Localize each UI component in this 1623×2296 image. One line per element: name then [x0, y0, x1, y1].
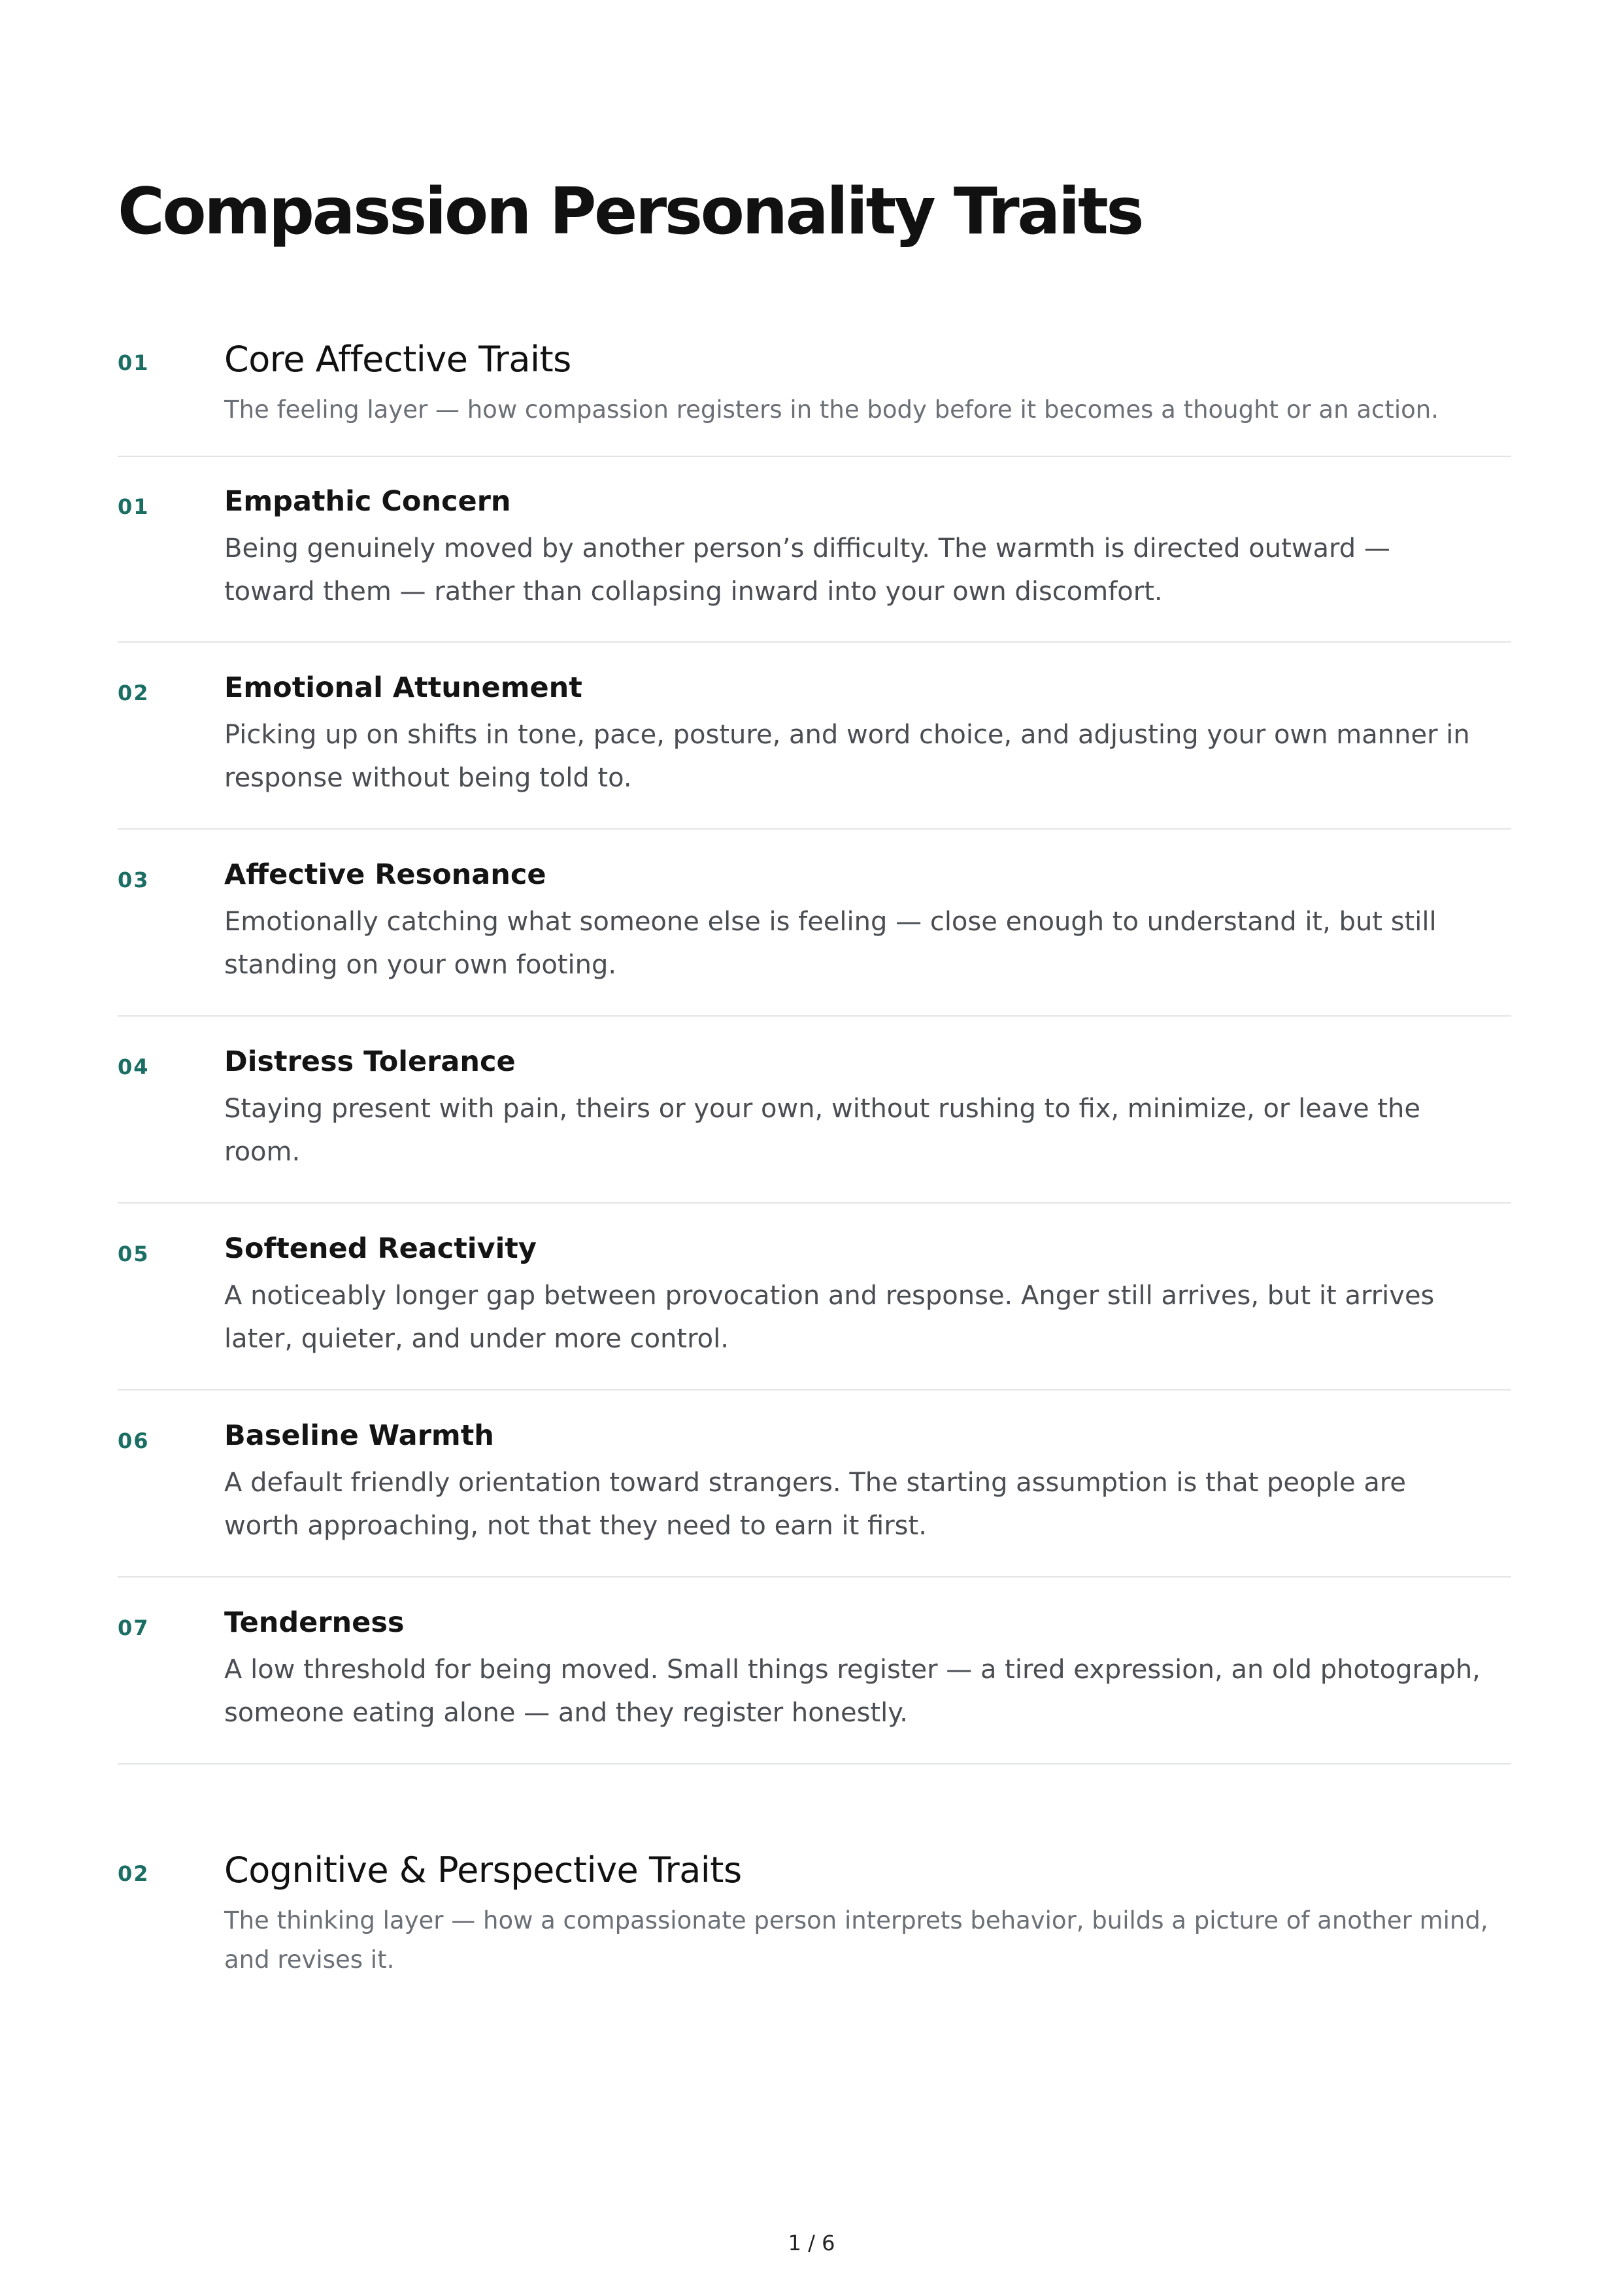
section-title: Core Affective Traits [224, 339, 571, 380]
section-title: Cognitive & Perspective Traits [224, 1849, 742, 1891]
item-title: Baseline Warmth [224, 1419, 494, 1452]
item-number: 03 [118, 868, 150, 892]
item-number: 02 [118, 681, 150, 705]
item-title: Tenderness [224, 1606, 405, 1639]
item-description: Emotionally catching what someone else is feeling — close enough to understand it, but still standing on your own footing. [224, 906, 1437, 980]
item-number: 07 [118, 1615, 150, 1640]
item-description: Being genuinely moved by another person’s difficulty. The warmth is directed outward — toward them — rather than collapsing inward into your own discomfort. [224, 533, 1390, 607]
item-content [224, 1232, 1511, 1360]
divider [118, 641, 1511, 643]
item-description: Picking up on shifts in tone, pace, posture, and word choice, and adjusting your own manner in response without being told to. [224, 719, 1470, 793]
section-number: 02 [118, 1861, 150, 1886]
item-content [224, 858, 1511, 987]
page-indicator: 1 / 6 [788, 2231, 835, 2255]
divider [118, 456, 1511, 457]
item-description: Staying present with pain, theirs or your own, without rushing to fix, minimize, or leave the room. [224, 1093, 1420, 1167]
divider [118, 1202, 1511, 1204]
divider [118, 828, 1511, 830]
divider [118, 1576, 1511, 1578]
item-number: 01 [118, 494, 150, 519]
section-content [224, 339, 1511, 430]
item-title: Emotional Attunement [224, 671, 582, 704]
section-description: The thinking layer — how a compassionate person interprets behavior, builds a picture of another mind, and revises it. [224, 1906, 1488, 1974]
divider [118, 1389, 1511, 1391]
section-content [224, 1849, 1511, 1980]
item-title: Softened Reactivity [224, 1232, 537, 1265]
item-title: Distress Tolerance [224, 1045, 516, 1078]
item-number: 04 [118, 1055, 150, 1079]
item-content [224, 1606, 1511, 1734]
item-number: 06 [118, 1428, 150, 1453]
divider [118, 1015, 1511, 1017]
item-description: A noticeably longer gap between provocation and response. Anger still arrives, but it arrives later, quieter, and under more control. [224, 1280, 1435, 1354]
section-description: The feeling layer — how compassion registers in the body before it becomes a thought or an action. [224, 395, 1439, 424]
item-content [224, 485, 1511, 613]
item-content [224, 671, 1511, 800]
item-title: Empathic Concern [224, 485, 511, 518]
item-description: A default friendly orientation toward strangers. The starting assumption is that people are worth approaching, not that they need to earn it first. [224, 1467, 1407, 1541]
item-title: Affective Resonance [224, 858, 546, 891]
divider [118, 1763, 1511, 1764]
section-number: 01 [118, 350, 150, 375]
item-content [224, 1419, 1511, 1547]
page-title: Compassion Personality Traits [118, 175, 1143, 249]
item-number: 05 [118, 1241, 150, 1266]
item-description: A low threshold for being moved. Small things register — a tired expression, an old photograph, someone eating alone — and they register honestly. [224, 1654, 1481, 1728]
item-content [224, 1045, 1511, 1173]
